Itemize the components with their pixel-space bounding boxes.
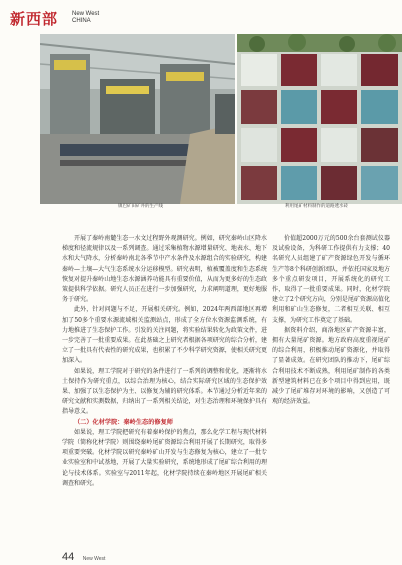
magazine-logo: 新西部: [10, 10, 59, 28]
paragraph: 价值超2000万元的500余台套测试仪器及试验设备，为科研工作提供有力支撑；40名研究人员组建了矿产资源绿色开发与循环生产等8个科研创新团队，并依托国家及地方多个重点研发项目，开展系统化的研究工作，取得了一批重要成果。同时，化材学院建立了2个研究方向，分别是尾矿资源高值化利用和矿山生态修复，二者相互关联、相互支撑，为研究工作奠定了基础。: [272, 235, 390, 324]
magazine-header: [10, 8, 392, 30]
footer-magazine-name: New West: [82, 556, 106, 562]
right-photo-caption: 利用尾矿材料制作的道路透水砖: [285, 204, 348, 209]
section-subheading: （二）化材学院：秦岭生态的修复师: [74, 418, 173, 426]
permeable-brick-photo: [237, 34, 402, 204]
magazine-logo-english: New West CHINA: [72, 11, 100, 24]
left-photo-caption: 镇巴矿田矿井的生产线: [118, 204, 163, 209]
factory-production-line-photo: [40, 34, 235, 204]
paragraph: 如果说，理工学院把研究有着秦岭保护的焦点，那么化学工程与现代材料学院（简称化材学院）则围绕秦岭尾矿资源综合利用开展了长期研究，取得多项重要突破。化材学院以研究秦岭矿山开发与生态修复为核心，建立了一批专业实验室和中试基地，开展了大量实验研究，系统地形成了尾矿综合利用的理论与技术体系。实验室与2011年起，化材学院持续在秦岭地区开展尾矿相关调查和研究。: [62, 428, 267, 487]
paragraph: 此外，针对问题与不足，开展相关研究。例如，2024年两西部地区再增加了50多个重要水源流域相关监测站点，形成了全方位水资源监测系统，有力地推进了生态保护工作。引发的关注问题，将实验结果转化为政策文件，进一步完善了一批重要成果。在此基础之上研究者根据各项研究的综合分析，建立了一批具有代表性的研究成果，也积累了不少科学研究资源，使相关研究更加深入。: [62, 306, 267, 365]
page-footer: [62, 547, 105, 565]
paragraph: 如果说，理工学院对于研究的条件进行了一系列的调整和优化，逐渐将水土保持作为研究重点，以综合治理为核心，结合实际研究区域的生态保护效果、加强了以生态保护为主、以修复为辅的研究体系。本节通过分析近年来的研究文献和实测数据，归纳出了一系列相关结论，对生态治理和环境保护具有指导意义。: [62, 367, 267, 416]
article-right-column: [272, 234, 390, 407]
photo-group: [40, 34, 402, 212]
paragraph: 开展了秦岭南麓生态一水文过程野外观测研究。例如，研究秦岭山区降水梯度和径流规律以及一系列调查。通过采集植物水源增量研究、地表水、地下水和大气降水，分析秦岭南北各季节中产水条件及水源组合的实验研究，构建秦岭—土壤—大气生态系统水分运移模型。研究表明，植被覆盖度和生态系统恢复对提升秦岭山地生态水源涵养功能具有重要价值，从而为更多好的生态政策提供科学依据。研究人员正在进行一步加强研究，力求阐明道理，更好地服务于研究。: [62, 235, 267, 304]
paragraph: 据资料介绍，商洛地区矿产资源丰富，拥有大量尾矿资源。地方政府高度重视尾矿的综合利用，积极推动尾矿资源化，并取得了显著成效。在研究团队的推动下，尾矿综合利用技术不断成熟，利用尾矿制作的各类新型建筑材料已在多个项目中得到应用，既减少了尾矿堆存对环境的影响，又创造了可观的经济效益。: [272, 326, 390, 406]
article-left-column: [62, 234, 267, 489]
page-number: 44: [62, 551, 75, 563]
